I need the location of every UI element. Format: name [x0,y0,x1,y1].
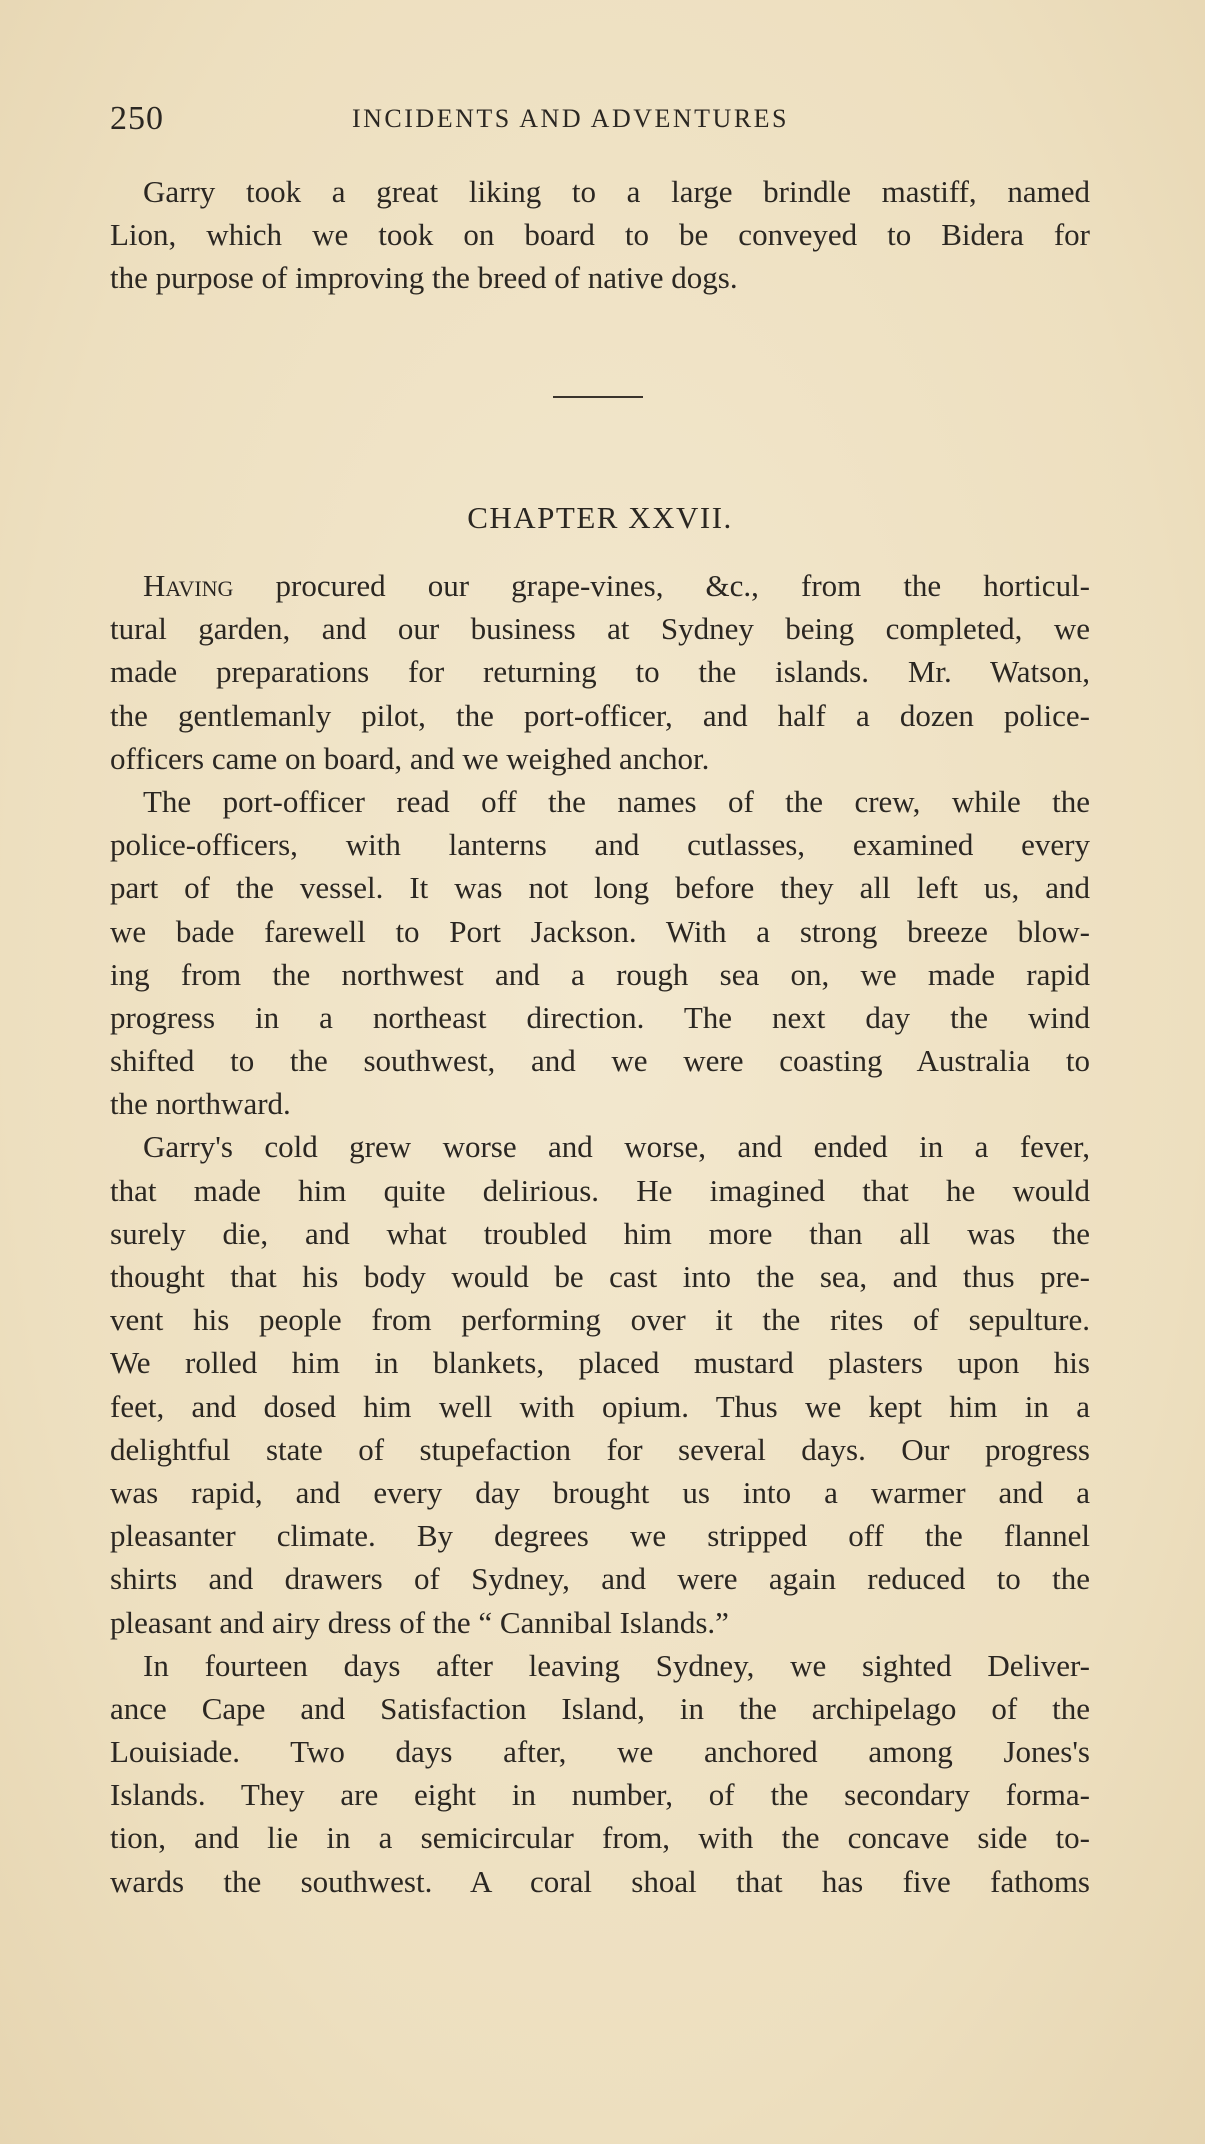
paragraph [110,1125,1090,1643]
paragraph [110,1644,1090,1903]
running-head [110,100,1090,144]
page-number: 250 [110,100,164,137]
paragraph [110,170,1090,300]
text-line: Garry took a great liking to a large brindle mastiff, named [143,174,1090,209]
text-line: police-officers, with lanterns and cutlasses, examined every [110,827,1090,863]
chapter-body [110,564,1090,1903]
text-line: Islands. They are eight in number, of the secondary forma- [110,1777,1090,1813]
text-line: tural garden, and our business at Sydney being completed, we [110,611,1090,647]
text-line: wards the southwest. A coral shoal that has five fathoms [110,1863,1090,1899]
text-line: tion, and lie in a semicircular from, with the concave side to- [110,1820,1090,1856]
text-line [110,564,1090,607]
text-line: was rapid, and every day brought us into a warmer and a [110,1474,1090,1510]
text-line: made preparations for returning to the islands. Mr. Watson, [110,654,1090,690]
text-line: pleasant and airy dress of the “ Cannibal Islands.” [110,1604,729,1640]
lead-line-text: procured our grape-vines, &c., from the horticul- [275,568,1091,603]
text-line: Garry's cold grew worse and worse, and ended in a fever, [143,1129,1090,1165]
text-line: feet, and dosed him well with opium. Thus we kept him in a [110,1388,1090,1424]
paragraph [110,564,1090,780]
text-line: the gentlemanly pilot, the port-officer, and half a dozen police- [110,697,1090,733]
text-line: part of the vessel. It was not long before they all left us, and [110,870,1090,906]
intro-paragraph [110,170,1090,300]
text-line: ing from the northwest and a rough sea on, we made rapid [110,956,1090,992]
text-line: surely die, and what troubled him more than all was the [110,1215,1090,1251]
section-divider [553,396,643,398]
paragraph [110,780,1090,1126]
running-title: INCIDENTS AND ADVENTURES [352,104,789,133]
text-line: we bade farewell to Port Jackson. With a strong breeze blow- [110,913,1090,949]
text-line: We rolled him in blankets, placed mustard plasters upon his [110,1345,1090,1381]
text-line: Lion, which we took on board to be conveyed to Bidera for [110,217,1090,253]
text-line: shifted to the southwest, and we were coasting Australia to [110,1043,1090,1079]
text-line: officers came on board, and we weighed anchor. [110,740,710,776]
text-line: vent his people from performing over it the rites of sepulture. [110,1302,1090,1338]
text-line: that made him quite delirious. He imagined that he would [110,1172,1090,1208]
lead-word: Having [143,568,234,603]
text-line: shirts and drawers of Sydney, and were again reduced to the [110,1561,1090,1597]
text-line: The port-officer read off the names of the crew, while the [143,783,1090,819]
text-line: the northward. [110,1086,291,1122]
text-line: Louisiade. Two days after, we anchored among Jones's [110,1734,1090,1770]
text-line: delightful state of stupefaction for several days. Our progress [110,1431,1090,1467]
text-line: ance Cape and Satisfaction Island, in the archipelago of the [110,1690,1090,1726]
text-line: In fourteen days after leaving Sydney, we sighted Deliver- [143,1647,1090,1683]
text-line: pleasanter climate. By degrees we stripped off the flannel [110,1518,1090,1554]
text-line: thought that his body would be cast into the sea, and thus pre- [110,1259,1090,1294]
text-line: progress in a northeast direction. The next day the wind [110,999,1090,1035]
text-line: the purpose of improving the breed of native dogs. [110,260,738,296]
chapter-heading: CHAPTER XXVII. [467,500,733,535]
